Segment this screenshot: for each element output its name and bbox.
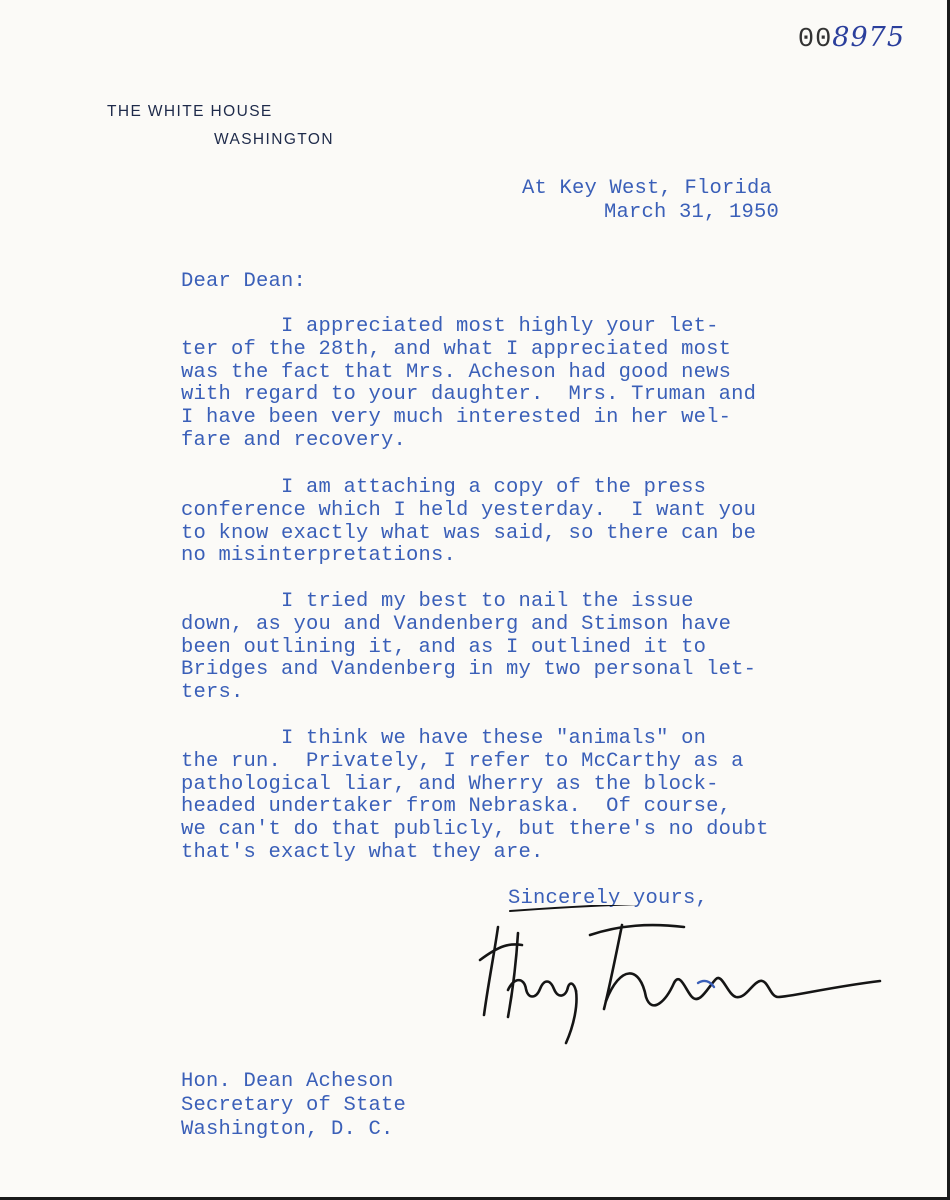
document-number-typed: 00 — [797, 25, 833, 55]
recipient-name: Hon. Dean Acheson — [181, 1070, 394, 1093]
letterhead-line-1: THE WHITE HOUSE — [107, 103, 273, 120]
recipient-city: Washington, D. C. — [181, 1118, 394, 1141]
letterhead-line-2: WASHINGTON — [214, 131, 334, 148]
document-number-stamp — [798, 22, 905, 55]
dateline-date: March 31, 1950 — [604, 201, 780, 224]
closing: Sincerely yours, — [508, 887, 709, 910]
paragraph-4: I think we have these "animals" on the run. Privately, I refer to McCarthy as a pathological liar, and Wherry as the block- headed undertaker from Nebraska. Of course, we can't do that publicly, but there's no doubt that's exactly what they are. — [181, 727, 769, 864]
signature — [470, 905, 890, 1045]
paragraph-3: I tried my best to nail the issue down, as you and Vandenberg and Stimson have been outlining it, and as I outlined it to Bridges and Vandenberg in my two personal let- ters. — [181, 590, 757, 705]
document-number-handwritten: 8975 — [832, 22, 905, 53]
paragraph-1: I appreciated most highly your let- ter of the 28th, and what I appreciated most was the fact that Mrs. Acheson had good news with regard to your daughter. Mrs. Truman and I have been very much interested in her wel- fare and recovery. — [181, 315, 757, 452]
dateline-place: At Key West, Florida — [522, 177, 773, 200]
paragraph-2: I am attaching a copy of the press conference which I held yesterday. I want you to know exactly what was said, so there can be no misinterpretations. — [181, 476, 757, 568]
recipient-title: Secretary of State — [181, 1094, 407, 1117]
salutation: Dear Dean: — [181, 270, 307, 293]
